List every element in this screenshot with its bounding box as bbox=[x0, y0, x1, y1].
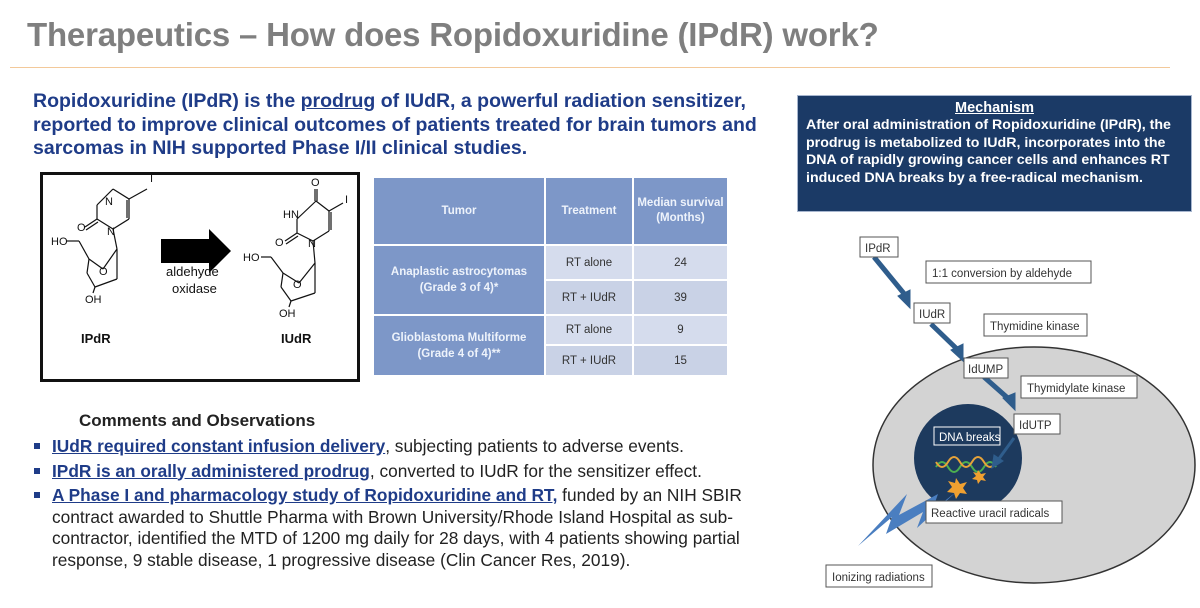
iudr-hn-label: HN bbox=[283, 209, 299, 221]
treatment-cell: RT alone bbox=[545, 245, 633, 280]
iudr-compound-label: IUdR bbox=[281, 331, 312, 346]
header-treatment: Treatment bbox=[545, 177, 633, 245]
chemical-structures-panel bbox=[40, 172, 360, 382]
comments-list bbox=[33, 436, 793, 574]
ipdr-ring-oxygen-label: O bbox=[99, 266, 108, 278]
treatment-cell: RT + IUdR bbox=[545, 345, 633, 376]
ipdr-nitrogen-label: N bbox=[105, 196, 113, 208]
iudr-oxygen-label: O bbox=[275, 237, 284, 249]
header-survival-line-1: Median survival bbox=[637, 197, 724, 209]
pathway-ionizing-label: Ionizing radiations bbox=[832, 572, 925, 584]
header-tumor: Tumor bbox=[373, 177, 545, 245]
tumor-cell-astrocytomas bbox=[373, 245, 545, 315]
pathway-ipdr-label: IPdR bbox=[865, 243, 891, 255]
pathway-radicals-label: Reactive uracil radicals bbox=[931, 508, 1050, 520]
bullet-square-icon bbox=[34, 468, 40, 474]
intro-paragraph bbox=[33, 90, 793, 161]
pathway-thymidylate-kinase-label: Thymidylate kinase bbox=[1027, 383, 1126, 395]
list-item bbox=[33, 485, 793, 571]
iudr-carbonyl-oxygen-label: O bbox=[311, 177, 320, 189]
tumor-name: Glioblastoma Multiforme bbox=[391, 331, 527, 344]
title-divider bbox=[10, 67, 1170, 68]
ipdr-ho-label: HO bbox=[51, 236, 68, 248]
table-header-row bbox=[373, 177, 728, 245]
header-median-survival bbox=[633, 177, 728, 245]
tumor-cell-glioblastoma bbox=[373, 315, 545, 376]
iudr-oh-label: OH bbox=[279, 308, 296, 320]
iudr-ho-label: HO bbox=[243, 252, 260, 264]
survival-cell: 9 bbox=[633, 315, 728, 345]
mechanism-heading: Mechanism bbox=[955, 100, 1034, 116]
iudr-iodine-label: I bbox=[345, 194, 349, 206]
intro-part-1: Ropidoxuridine (IPdR) is the bbox=[33, 90, 301, 112]
iudr-ring-oxygen-label: O bbox=[293, 279, 302, 291]
survival-cell: 39 bbox=[633, 280, 728, 315]
bullet-lead: IUdR required constant infusion delivery bbox=[52, 436, 386, 456]
bullet-square-icon bbox=[34, 443, 40, 449]
list-item bbox=[33, 461, 793, 483]
slide-title: Therapeutics – How does Ropidoxuridine (IPdR) work? bbox=[27, 16, 879, 53]
pathway-idump-label: IdUMP bbox=[968, 364, 1004, 376]
comments-heading: Comments and Observations bbox=[79, 411, 316, 430]
pathway-thymidine-kinase-label: Thymidine kinase bbox=[990, 321, 1080, 333]
ipdr-oh-label: OH bbox=[85, 294, 102, 306]
pathway-dna-breaks-label: DNA breaks bbox=[939, 432, 1001, 444]
bullet-lead: IPdR is an orally administered prodrug bbox=[52, 460, 370, 481]
bullet-text: funded by an NIH SBIR contract awarded to Shuttle Pharma with Brown University/Rhode Island Hospital as sub-contractor, identified the MTD of 1200 mg daily for 28 days, with 4 patients showing partial response, 9 stable disease, 1 progressive disease (Clin Cancer Res, 2019). bbox=[52, 485, 742, 570]
tumor-grade: (Grade 4 of 4)** bbox=[417, 347, 501, 360]
tumor-grade: (Grade 3 of 4)* bbox=[419, 282, 499, 294]
chemical-structures-drawing bbox=[43, 175, 357, 379]
tumor-name: Anaplastic astrocytomas bbox=[390, 266, 528, 278]
reaction-label-aldehyde: aldehyde bbox=[166, 264, 219, 279]
list-item bbox=[33, 436, 793, 458]
bullet-text: , converted to IUdR for the sensitizer effect. bbox=[369, 460, 702, 481]
ipdr-iodine-label: I bbox=[150, 175, 154, 185]
intro-part-2: of IUdR, a powerful radiation sensitizer, reported to improve clinical outcomes of patients treated for brain tumors and sarcomas in NIH supported Phase I/II clinical studies. bbox=[33, 90, 757, 159]
mechanism-box bbox=[797, 95, 1192, 212]
bullet-lead: A Phase I and pharmacology study of Ropidoxuridine and RT, bbox=[52, 485, 558, 505]
bullet-text: , subjecting patients to adverse events. bbox=[385, 436, 684, 456]
header-survival-line-2: (Months) bbox=[656, 212, 705, 224]
mechanism-text: After oral administration of Ropidoxuridine (IPdR), the prodrug is metabolized to IUdR, incorporates into the DNA of rapidly growing cancer cells and enhances RT induced DNA breaks by a free-radical mechanism. bbox=[806, 117, 1171, 186]
survival-cell: 24 bbox=[633, 245, 728, 280]
table-row bbox=[373, 315, 728, 345]
treatment-cell: RT + IUdR bbox=[545, 280, 633, 315]
reaction-label-oxidase: oxidase bbox=[172, 281, 217, 296]
pathway-idutp-label: IdUTP bbox=[1019, 420, 1052, 432]
pathway-iudr-label: IUdR bbox=[919, 309, 946, 321]
prodrug-term: prodrug bbox=[300, 90, 376, 112]
iudr-nitrogen-label: N bbox=[308, 238, 316, 250]
ipdr-oxygen-label: O bbox=[77, 222, 86, 234]
ipdr-compound-label: IPdR bbox=[81, 331, 111, 346]
ipdr-nitrogen2-label: N bbox=[107, 226, 115, 238]
bullet-square-icon bbox=[34, 492, 40, 498]
survival-cell: 15 bbox=[633, 345, 728, 376]
mechanism-pathway-diagram bbox=[806, 222, 1196, 602]
nucleus bbox=[914, 404, 1022, 512]
survival-table bbox=[372, 176, 729, 377]
pathway-conversion-label: 1:1 conversion by aldehyde bbox=[932, 268, 1073, 280]
table-row bbox=[373, 245, 728, 280]
treatment-cell: RT alone bbox=[545, 315, 633, 345]
